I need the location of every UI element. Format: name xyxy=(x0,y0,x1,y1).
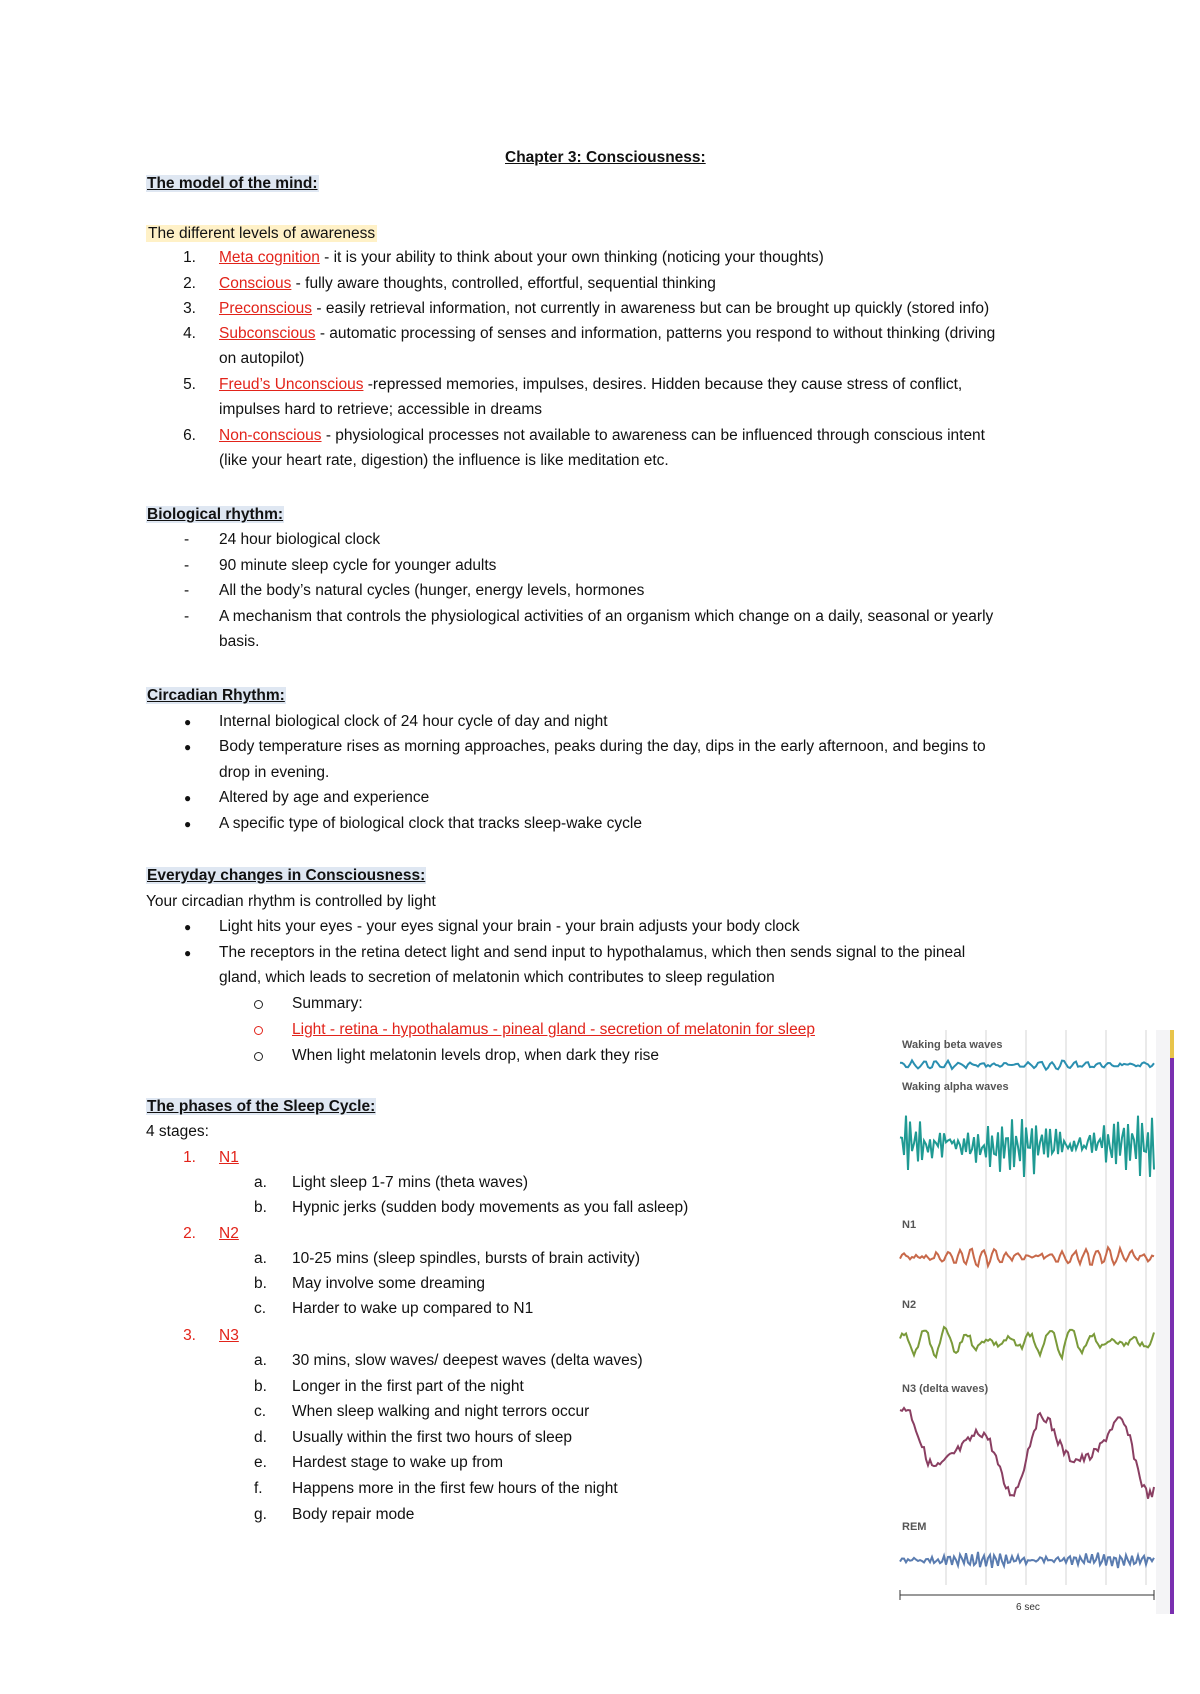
eeg-trace-label: Waking beta waves xyxy=(902,1039,1003,1051)
summary-item: Summary: xyxy=(292,995,363,1012)
awareness-term: Subconscious xyxy=(219,325,316,342)
stage-name: N2 xyxy=(219,1225,239,1242)
awareness-item xyxy=(219,375,962,395)
awareness-item xyxy=(219,248,824,268)
circadian-item: Altered by age and experience xyxy=(219,789,430,806)
eeg-trace-label: REM xyxy=(902,1521,927,1533)
stage-name: N1 xyxy=(219,1149,239,1166)
stage-detail: Hypnic jerks (sudden body movements as you fall asleep) xyxy=(292,1199,689,1216)
bio-item: 90 minute sleep cycle for younger adults xyxy=(219,557,497,574)
sub-letter: a. xyxy=(254,1250,267,1267)
stage-detail: 30 mins, slow waves/ deepest waves (delta waves) xyxy=(292,1352,643,1369)
sub-bullet-circle xyxy=(254,1052,263,1061)
circadian-item: Body temperature rises as morning approaches, peaks during the day, dips in the early afternoon, and begins to xyxy=(219,738,986,755)
section-heading-everyday: Everyday changes in Consciousness: xyxy=(147,867,426,884)
list-number: 2. xyxy=(183,275,196,292)
stage-detail: Usually within the first two hours of sleep xyxy=(292,1428,572,1446)
stage-name: N3 xyxy=(219,1327,239,1344)
sub-letter: b. xyxy=(254,1377,267,1395)
sub-bullet-circle xyxy=(254,1000,263,1009)
list-number: 5. xyxy=(183,376,196,393)
circadian-item-continued: drop in evening. xyxy=(219,764,330,781)
bio-item-continued: basis. xyxy=(219,633,260,650)
awareness-description: - physiological processes not available to awareness can be influenced through conscious intent xyxy=(321,427,985,444)
eeg-trace-label: N3 (delta waves) xyxy=(902,1383,989,1395)
section-heading-bio: Biological rhythm: xyxy=(147,506,284,523)
awareness-term: Non-conscious xyxy=(219,427,322,444)
awareness-description: -repressed memories, impulses, desires. Hidden because they cause stress of conflict, xyxy=(363,376,963,393)
sleep-intro: 4 stages: xyxy=(146,1123,209,1140)
sub-letter: b. xyxy=(254,1199,267,1216)
everyday-item: The receptors in the retina detect light and send input to hypothalamus, which then sends signal to the pineal xyxy=(219,944,966,961)
bullet-dot: ● xyxy=(184,920,192,934)
list-number: 3. xyxy=(183,300,196,317)
stage-detail: Longer in the first part of the night xyxy=(292,1377,524,1395)
page-title: Chapter 3: Consciousness: xyxy=(505,149,706,166)
sub-letter: b. xyxy=(254,1275,267,1292)
stage-number: 2. xyxy=(183,1225,196,1242)
sub-letter: f. xyxy=(254,1480,263,1497)
sub-letter: d. xyxy=(254,1428,267,1446)
summary-item: When light melatonin levels drop, when dark they rise xyxy=(292,1047,660,1064)
stage-number: 3. xyxy=(183,1327,196,1344)
summary-chain: Light - retina - hypothalamus - pineal gland - secretion of melatonin for sleep xyxy=(292,1021,815,1038)
sub-letter: a. xyxy=(254,1174,267,1191)
stage-number: 1. xyxy=(183,1149,196,1166)
sub-letter: c. xyxy=(254,1403,267,1421)
dash-bullet: - xyxy=(184,608,190,625)
sub-letter: a. xyxy=(254,1352,267,1369)
stage-detail: Light sleep 1-7 mins (theta waves) xyxy=(292,1174,529,1191)
section-heading-model: The model of the mind: xyxy=(147,175,318,192)
stage-detail: Harder to wake up compared to N1 xyxy=(292,1300,534,1317)
bullet-dot: ● xyxy=(184,715,192,729)
time-scale-label: 6 sec xyxy=(1016,1602,1040,1613)
awareness-item xyxy=(219,426,985,446)
stage-detail: When sleep walking and night terrors occur xyxy=(292,1403,590,1421)
awareness-item xyxy=(219,274,716,294)
awareness-description: - fully aware thoughts, controlled, effortful, sequential thinking xyxy=(291,275,716,292)
stage-detail: 10-25 mins (sleep spindles, bursts of brain activity) xyxy=(292,1250,641,1267)
awareness-term: Meta cognition xyxy=(219,249,320,266)
awareness-item-continued: impulses hard to retrieve; accessible in dreams xyxy=(219,401,543,418)
awareness-description: - it is your ability to think about your own thinking (noticing your thoughts) xyxy=(319,249,824,266)
eeg-trace-label: Waking alpha waves xyxy=(902,1081,1009,1093)
eeg-trace-label: N2 xyxy=(902,1299,917,1311)
awareness-item-continued: on autopilot) xyxy=(219,350,305,367)
bio-item: 24 hour biological clock xyxy=(219,531,381,548)
section-heading-circadian: Circadian Rhythm: xyxy=(147,687,285,704)
awareness-term: Freud’s Unconscious xyxy=(219,376,364,393)
eeg-trace-label: N1 xyxy=(902,1219,917,1231)
everyday-item-continued: gland, which leads to secretion of melatonin which contributes to sleep regulation xyxy=(219,969,775,986)
sub-bullet-circle xyxy=(254,1026,263,1035)
dash-bullet: - xyxy=(184,582,190,599)
awareness-item-continued: (like your heart rate, digestion) the influence is like meditation etc. xyxy=(219,452,669,469)
sub-letter: c. xyxy=(254,1300,267,1317)
bio-item: All the body’s natural cycles (hunger, energy levels, hormones xyxy=(219,582,645,599)
list-number: 1. xyxy=(183,249,196,266)
awareness-description: - easily retrieval information, not currently in awareness but can be brought up quickly (stored info) xyxy=(312,300,990,317)
stage-detail: Body repair mode xyxy=(292,1505,415,1523)
stage-detail: Happens more in the first few hours of the night xyxy=(292,1480,618,1497)
awareness-term: Conscious xyxy=(219,275,292,292)
everyday-intro: Your circadian rhythm is controlled by light xyxy=(146,893,436,910)
bullet-dot: ● xyxy=(184,817,192,831)
dash-bullet: - xyxy=(184,531,190,548)
awareness-subheading: The different levels of awareness xyxy=(148,225,376,242)
everyday-item: Light hits your eyes - your eyes signal your brain - your brain adjusts your body clock xyxy=(219,918,800,935)
bullet-dot: ● xyxy=(184,791,192,805)
stage-detail: Hardest stage to wake up from xyxy=(292,1454,504,1472)
bullet-dot: ● xyxy=(184,740,192,754)
section-heading-sleep: The phases of the Sleep Cycle: xyxy=(147,1098,376,1115)
bio-item: A mechanism that controls the physiological activities of an organism which change on a daily, seasonal or yearly xyxy=(219,608,994,625)
eeg-waves-figure xyxy=(898,1030,1174,1614)
awareness-description: - automatic processing of senses and information, patterns you respond to without thinking (driving xyxy=(315,325,996,342)
sub-letter: g. xyxy=(254,1505,267,1523)
bullet-dot: ● xyxy=(184,946,192,960)
circadian-item: Internal biological clock of 24 hour cycle of day and night xyxy=(219,713,608,730)
list-number: 4. xyxy=(183,325,196,342)
awareness-item xyxy=(219,299,989,319)
list-number: 6. xyxy=(183,427,196,444)
circadian-item: A specific type of biological clock that tracks sleep-wake cycle xyxy=(219,815,642,832)
sub-letter: e. xyxy=(254,1454,267,1472)
dash-bullet: - xyxy=(184,557,190,574)
awareness-term: Preconscious xyxy=(219,300,313,317)
awareness-item xyxy=(219,324,995,344)
stage-detail: May involve some dreaming xyxy=(292,1275,485,1292)
